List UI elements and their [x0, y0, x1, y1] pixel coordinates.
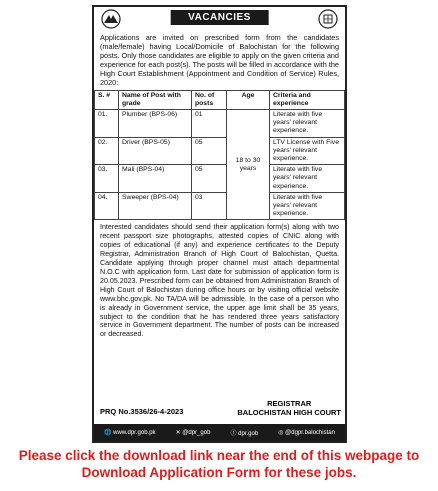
post-cell: Driver (BPS-05) — [119, 137, 192, 165]
download-notice: Please click the download link near the end of this webpage to Download Application Form for these jobs. — [18, 448, 420, 480]
signature-block — [237, 399, 341, 417]
posts-count-cell: 05 — [192, 165, 227, 193]
balochistan-government-logo — [100, 9, 122, 29]
column-header-post: Name of Post with grade — [119, 91, 192, 110]
criteria-cell: LTV License with Five years' relevant experience. — [270, 137, 345, 165]
signatory-title: REGISTRAR — [267, 399, 312, 408]
posts-count-cell: 01 — [192, 110, 227, 138]
ad-header — [94, 7, 345, 33]
column-header-serial: S. # — [95, 91, 119, 110]
serial-cell: 02. — [95, 137, 119, 165]
serial-cell: 03. — [95, 165, 119, 193]
criteria-cell: Literate with five years' relevant experience. — [270, 165, 345, 193]
prq-number: PRQ No.3536/26-4-2023 — [100, 407, 184, 416]
twitter-item: ✕ @dpr_gob — [175, 430, 211, 436]
twitter-text: @dpr_gob — [182, 430, 211, 436]
high-court-emblem — [317, 9, 339, 29]
post-cell: Mali (BPS-04) — [119, 165, 192, 193]
job-advertisement — [92, 5, 347, 443]
table-row — [95, 137, 345, 165]
table-row — [95, 165, 345, 193]
serial-cell: 01. — [95, 110, 119, 138]
criteria-cell: Literate with five years' relevant experience. — [270, 110, 345, 138]
instructions-paragraph: Interested candidates should send their application form(s) along with two recent passport size photographs, attested copies of CNIC along with copies of educational (if any) and experience certificates to the Deputy Registrar, Administration Branch of High Court of Balochistan, Quetta. Candidate applying through proper channel must attach departmental N.O.C with application form. Last date for submission of application form is 20.05.2023. Prescribed form can be obtained from Administration Branch of High Court of Balochistan during office hours or by visiting official website www.bhc.gov.pk. No TA/DA will be admissible. In the case of a person who is already in Government service, the upper age limit shall be 35 years, subject to the condition that he has rendered three years satisfactory service in Government department. The number of posts can be increased or decreased. — [100, 223, 339, 339]
page-title: VACANCIES — [170, 10, 269, 25]
table-header-row — [95, 91, 345, 110]
table-row — [95, 110, 345, 138]
posts-count-cell: 03 — [192, 192, 227, 220]
facebook-item: ⓕ dpr.gob — [230, 431, 259, 437]
intro-paragraph: Applications are invited on prescribed form from the candidates (male/female) having Local/Domicile of Balochistan for the following posts. Only those candidates are eligible to apply on the given criteria and experience for each post(s). The posts will be filled in accordance with the High Court Establishment (Appointment and Condition of Service) Rules, 2020: — [100, 33, 339, 87]
post-cell: Sweeper (BPS-04) — [119, 192, 192, 220]
instagram-item: ◎ @dgpr.balochistan — [278, 430, 335, 436]
instagram-text: @dgpr.balochistan — [285, 430, 335, 436]
serial-cell: 04. — [95, 192, 119, 220]
website-text: www.dpr.gob.pk — [113, 430, 156, 436]
vacancies-table — [94, 90, 345, 220]
column-header-criteria: Criteria and experience — [270, 91, 345, 110]
column-header-posts-count: No. of posts — [192, 91, 227, 110]
criteria-cell: Literate with five years' relevant experience. — [270, 192, 345, 220]
age-cell: 18 to 30 years — [227, 110, 270, 220]
table-row — [95, 192, 345, 220]
social-footer — [94, 424, 345, 441]
column-header-age: Age — [227, 91, 270, 110]
website-item: 🌐 www.dpr.gob.pk — [104, 430, 156, 436]
signatory-organization: BALOCHISTAN HIGH COURT — [237, 408, 341, 417]
posts-count-cell: 05 — [192, 137, 227, 165]
facebook-text: dpr.gob — [238, 431, 259, 437]
post-cell: Plumber (BPS-06) — [119, 110, 192, 138]
